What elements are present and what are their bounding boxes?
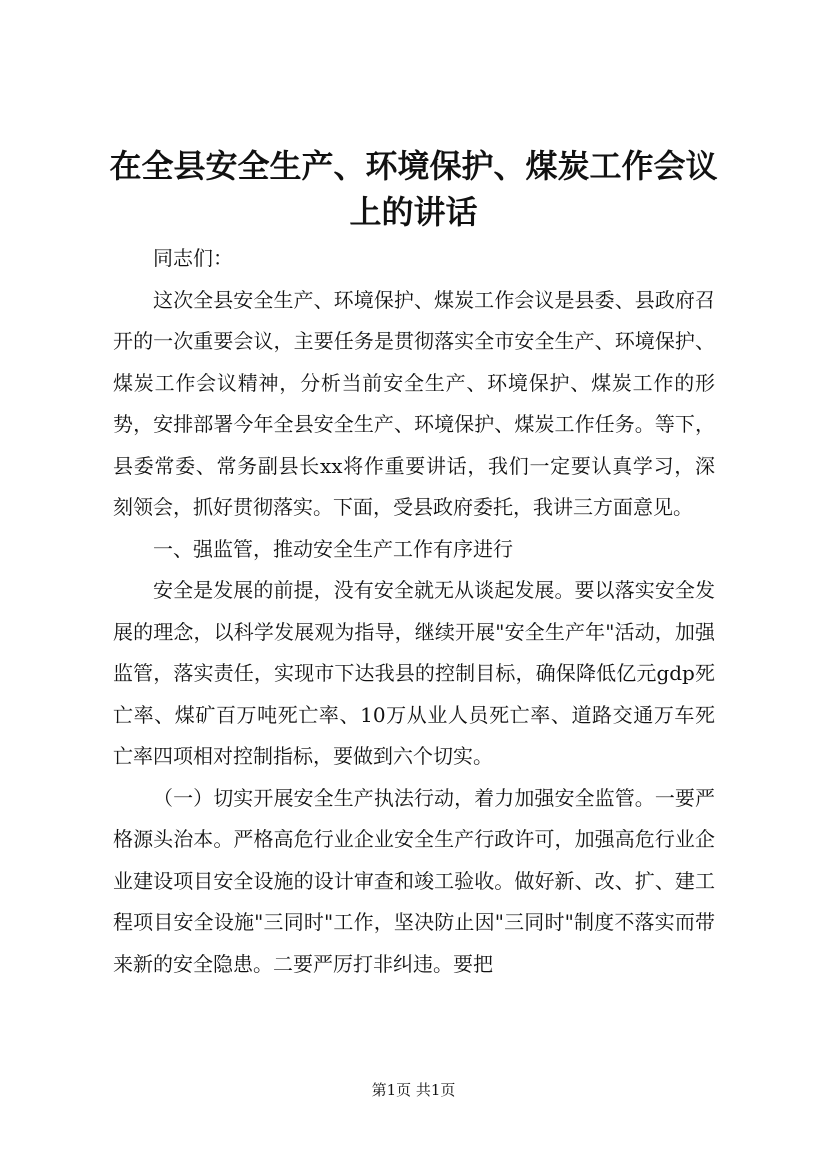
document-body (113, 238, 715, 985)
greeting-paragraph: 同志们： (153, 246, 233, 270)
page-footer: 第1页 共1页 (371, 1081, 456, 1099)
intro-paragraph: 这次全县安全生产、环境保护、煤炭工作会议是县委、县政府召开的一次重要会议，主要任务是贯彻落实全市安全生产、环境保护、煤炭工作会议精神，分析当前安全生产、环境保护、煤炭工作的形势，安排部署今年全县安全生产、环境保护、煤炭工作任务。等下，县委常委、常务副县长xx将作重要讲话，我们一定要认真学习，深刻领会，抓好贯彻落实。下面，受县政府委托，我讲三方面意见。 (113, 287, 715, 519)
section-1-paragraph: 安全是发展的前提，没有安全就无从谈起发展。要以落实安全发展的理念，以科学发展观为指导，继续开展"安全生产年"活动，加强监管，落实责任，实现市下达我县的控制目标，确保降低亿元gdp死亡率、煤矿百万吨死亡率、10万从业人员死亡率、道路交通万车死亡率四项相对控制指标，要做到六个切实。 (113, 578, 715, 768)
subsection-1-paragraph: （一）切实开展安全生产执法行动，着力加强安全监管。一要严格源头治本。严格高危行业企业安全生产行政许可，加强高危行业企业建设项目安全设施的设计审查和竣工验收。做好新、改、扩、建工程项目安全设施"三同时"工作，坚决防止因"三同时"制度不落实而带来新的安全隐患。二要严厉打非纠违。要把 (113, 785, 715, 976)
document-title: 在全县安全生产、环境保护、煤炭工作会议上的讲话 (109, 147, 718, 231)
section-heading-1: 一、强监管，推动安全生产工作有序进行 (153, 536, 513, 561)
